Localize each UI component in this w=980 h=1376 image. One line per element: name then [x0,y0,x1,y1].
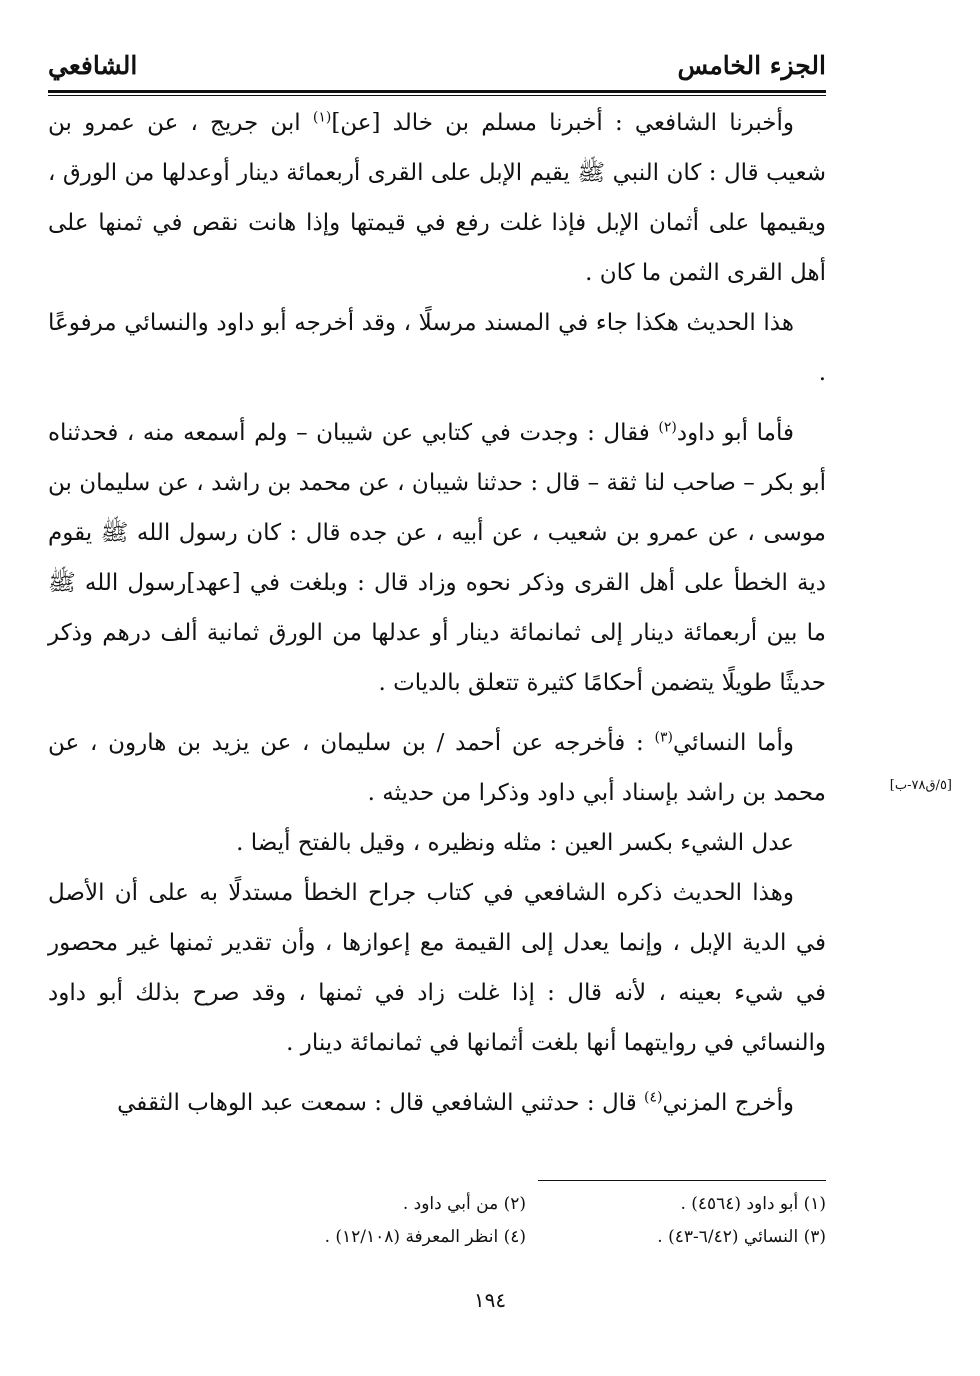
running-header [48,30,826,80]
header-rule [48,90,826,96]
header-volume-title: الجزء الخامس [677,51,826,80]
footnote-ref[interactable]: (٤) [644,1089,663,1106]
paragraph: وهذا الحديث ذكره الشافعي في كتاب جراح الخطأ مستدلًا به على أن الأصل في الدية الإبل ، وإنما يعدل إلى القيمة مع إعوازها ، وأن تقدير ثمنها غير محصور في شيء بعينه ، لأنه قال : إذا غلت زاد في ثمنها ، وقد صرح بذلك أبو داود والنسائي في روايتهما أنها بلغت أثمانها في ثمانمائة دينار . [48,880,826,1056]
manuscript-folio-note: [٥/ق٧٨-ب] [889,778,952,793]
footnote-ref[interactable]: (٣) [654,729,673,746]
footnote-row [200,1188,826,1221]
header-book-title: الشافعي [48,51,138,80]
paragraph: هذا الحديث هكذا جاء في المسند مرسلًا ، وقد أخرجه أبو داود والنسائي مرفوعًا . [48,310,826,386]
paragraph: وأخبرنا الشافعي : أخبرنا مسلم بن خالد [عن]$^{(١)}$ ابن جريج ، عن عمرو بن شعيب قال : كان النبي ﷺ يقيم الإبل على القرى أربعمائة دينار أوعدلها من الورق ، ويقيمها على أثمان الإبل فإذا غلت رفع في قيمتها وإذا هانت نقص في ثمنها على أهل القرى الثمن ما كان . [48,109,826,286]
page-number: ١٩٤ [473,1288,507,1312]
main-text [48,98,826,1128]
paragraph: وأخرج المزني$^{(٤)}$ قال : حدثني الشافعي قال : سمعت عبد الوهاب الثقفي [117,1089,794,1116]
footnotes [200,1188,826,1254]
footnote-ref[interactable]: (٢) [658,419,677,436]
footnote-rule [538,1180,826,1181]
footnote-3: (٣) النسائي (٦/٤٢-٤٣) . [657,1227,826,1247]
footnote-1: (١) أبو داود (٤٥٦٤) . [680,1194,826,1214]
footnote-4: (٤) انظر المعرفة (١٢/١٠٨) . [324,1227,526,1247]
footnote-ref[interactable]: (١) [312,109,332,126]
footnote-2: (٢) من أبي داود . [402,1194,526,1214]
paragraph: وأما النسائي$^{(٣)}$ : فأخرجه عن أحمد / بن سليمان ، عن يزيد بن هارون ، عن محمد بن راشد بإسناد أبي داود وذكرا من حديثه . [48,729,826,806]
paragraph: عدل الشيء بكسر العين : مثله ونظيره ، وقيل بالفتح أيضا . [236,830,794,856]
paragraph: فأما أبو داود$^{(٢)}$ فقال : وجدت في كتابي عن شيبان – ولم أسمعه منه ، فحدثناه أبو بكر – صاحب لنا ثقة – قال : حدثنا شيبان ، عن محمد بن راشد ، عن سليمان بن موسى ، عن عمرو بن شعيب ، عن أبيه ، عن جده قال : كان رسول الله ﷺ يقوم دية الخطأ على أهل القرى وذكر نحوه وزاد قال : وبلغت في [عهد]رسول الله ﷺ ما بين أربعمائة دينار إلى ثمانمائة دينار أو عدلها من الورق ثمانية ألف درهم وذكر حديثًا طويلًا يتضمن أحكامًا كثيرة تتعلق بالديات . [48,419,826,696]
footnote-row [200,1221,826,1254]
